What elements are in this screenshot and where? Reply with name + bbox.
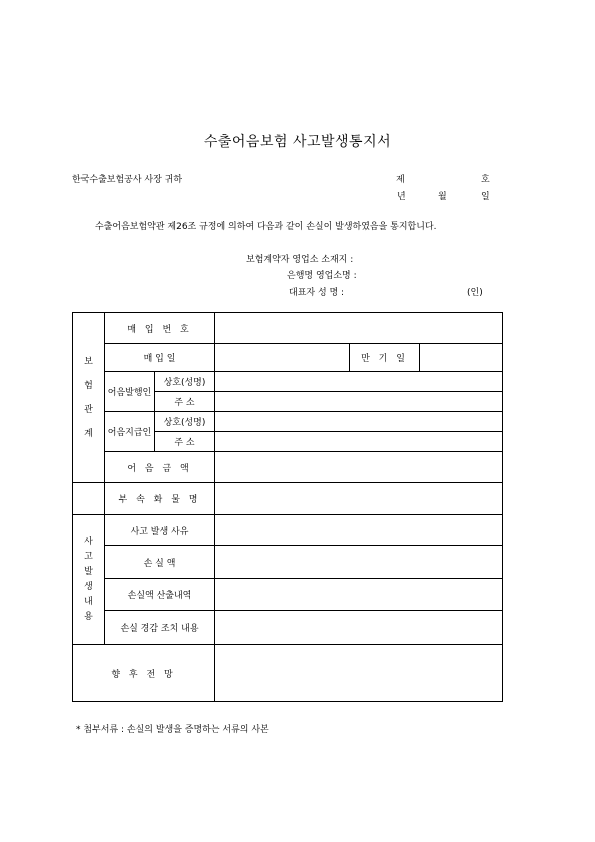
doc-no-prefix: 제 <box>396 175 405 185</box>
label-purchase-date: 매 입 일 <box>105 344 215 372</box>
label-mitigation: 손실 경감 조치 내용 <box>105 611 215 645</box>
field-purchase-no[interactable] <box>215 313 503 344</box>
field-maturity[interactable] <box>420 344 503 372</box>
label-issuer: 어음발행인 <box>105 372 155 412</box>
label-purchase-no: 매 입 번 호 <box>105 313 215 344</box>
signer-name: 대표자 성 명 : <box>289 288 345 298</box>
notice-form-table <box>72 312 503 702</box>
date-day: 일 <box>481 192 490 202</box>
label-outlook: 향 후 전 망 <box>73 645 215 702</box>
label-bill-amount: 어 음 금 액 <box>105 452 215 483</box>
field-loss-amount[interactable] <box>215 546 503 579</box>
field-cargo-name[interactable] <box>215 483 503 515</box>
section-insurance-relation: 보 험 관 계 <box>73 313 105 483</box>
label-loss-calc: 손실액 산출내역 <box>105 579 215 611</box>
field-payer-address[interactable] <box>215 432 503 452</box>
label-payer: 어음지급인 <box>105 412 155 452</box>
intro-text: 수출어음보험약관 제26조 규정에 의하여 다음과 같이 손실이 발생하였음을 통지합니다. <box>95 222 437 232</box>
field-purchase-date[interactable] <box>215 344 350 372</box>
label-issuer-name: 상호(성명) <box>155 372 215 392</box>
date-year: 년 <box>397 192 406 202</box>
field-issuer-address[interactable] <box>215 392 503 412</box>
seal-mark: (인) <box>467 288 483 298</box>
recipient: 한국수출보험공사 사장 귀하 <box>72 175 183 185</box>
field-outlook[interactable] <box>215 645 503 702</box>
field-mitigation[interactable] <box>215 611 503 645</box>
label-maturity: 만 기 일 <box>350 344 420 372</box>
section-insurance-relation-tail <box>73 483 105 515</box>
doc-no-suffix: 호 <box>481 175 490 185</box>
field-loss-calc[interactable] <box>215 579 503 611</box>
field-payer-name[interactable] <box>215 412 503 432</box>
label-payer-address: 주 소 <box>155 432 215 452</box>
document-title: 수출어음보험 사고발생통지서 <box>203 134 392 150</box>
field-accident-reason[interactable] <box>215 515 503 546</box>
label-cargo-name: 부 속 화 물 명 <box>105 483 215 515</box>
label-loss-amount: 손 실 액 <box>105 546 215 579</box>
signer-address: 보험계약자 영업소 소재지 : <box>246 255 354 265</box>
date-month: 월 <box>438 192 447 202</box>
signer-bank: 은행명 영업소명 : <box>287 271 357 281</box>
label-accident-reason: 사고 발생 사유 <box>105 515 215 546</box>
field-bill-amount[interactable] <box>215 452 503 483</box>
label-payer-name: 상호(성명) <box>155 412 215 432</box>
field-issuer-name[interactable] <box>215 372 503 392</box>
label-issuer-address: 주 소 <box>155 392 215 412</box>
section-accident-detail: 사 고 발 생 내 용 <box>73 515 105 645</box>
attachment-note: * 첨부서류 : 손실의 발생을 증명하는 서류의 사본 <box>76 725 269 735</box>
